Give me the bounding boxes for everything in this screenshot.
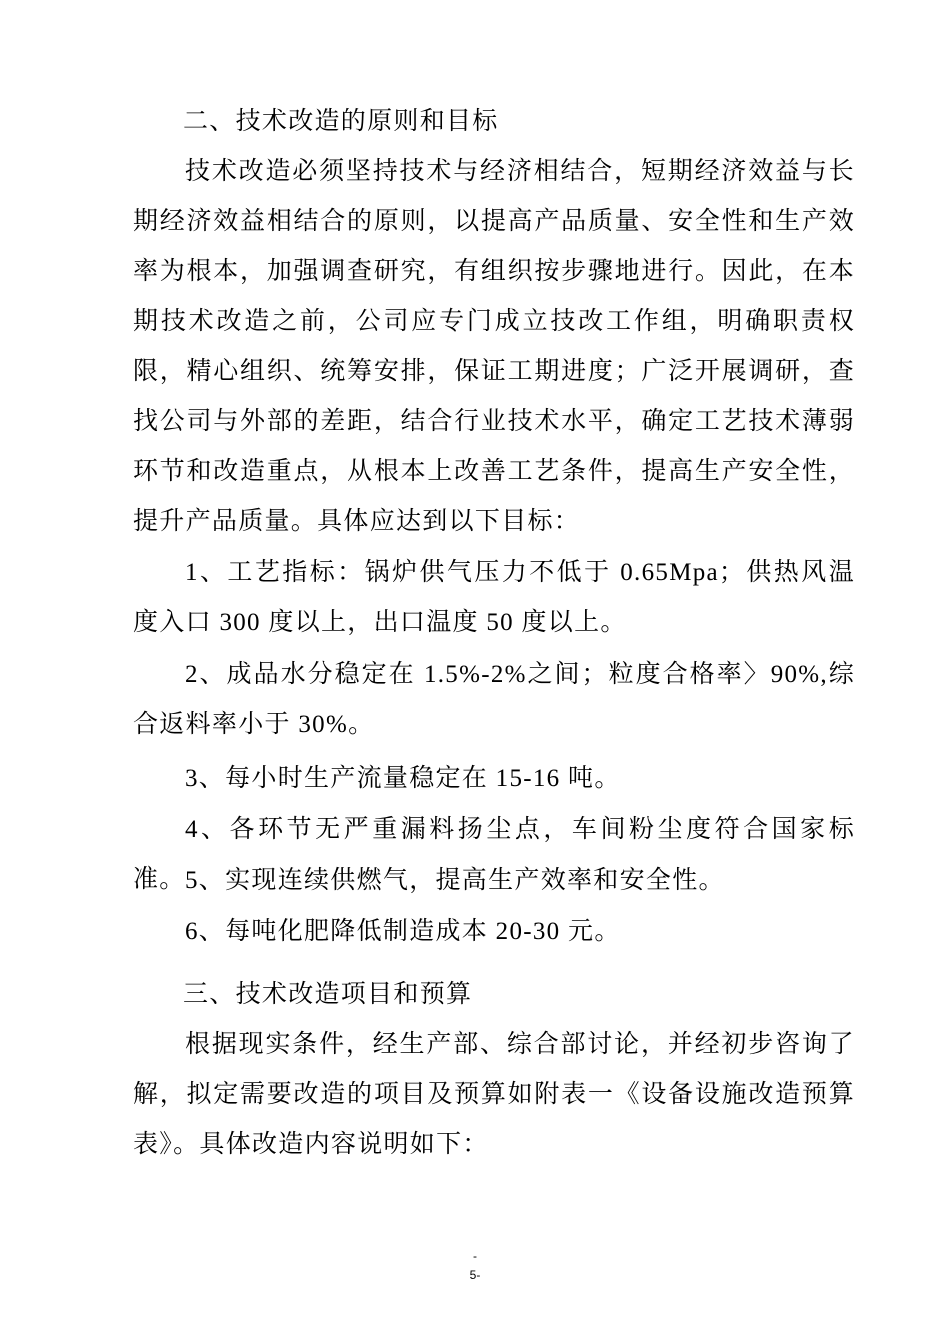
goal-item-2: 2、成品水分稳定在 1.5%-2%之间；粒度合格率〉90%,综合返料率小于 30%。 xyxy=(133,661,855,738)
section-2-heading: 二、技术改造的原则和目标 xyxy=(183,108,499,135)
section-3-heading: 三、技术改造项目和预算 xyxy=(183,981,473,1008)
goal-item-6: 6、每吨化肥降低制造成本 20-30 元。 xyxy=(185,918,621,945)
section-2-intro-paragraph: 技术改造必须坚持技术与经济相结合，短期经济效益与长期经济效益相结合的原则，以提高产品质量、安全性和生产效率为根本，加强调查研究，有组织按步骤地进行。因此，在本期技术改造之前，公司应专门成立技改工作组，明确职责权限，精心组织、统筹安排，保证工期进度；广泛开展调研，查找公司与外部的差距，结合行业技术水平，确定工艺技术薄弱环节和改造重点，从根本上改善工艺条件，提高生产安全性，提升产品质量。具体应达到以下目标： xyxy=(133,158,855,535)
goal-item-5: 5、实现连续供燃气，提高生产效率和安全性。 xyxy=(185,867,725,894)
page-footer-dash: - xyxy=(473,1249,477,1263)
goal-item-4: 4、各环节无严重漏料扬尘点，车间粉尘度符合国家标准。 xyxy=(133,816,855,893)
section-3-intro-paragraph: 根据现实条件，经生产部、综合部讨论，并经初步咨询了解，拟定需要改造的项目及预算如附表一《设备设施改造预算表》。具体改造内容说明如下： xyxy=(133,1031,855,1158)
goal-item-3: 3、每小时生产流量稳定在 15-16 吨。 xyxy=(185,765,621,792)
page-number: 5- xyxy=(469,1268,481,1282)
goal-item-1: 1、工艺指标：锅炉供气压力不低于 0.65Mpa；供热风温度入口 300 度以上，出口温度 50 度以上。 xyxy=(133,559,855,636)
